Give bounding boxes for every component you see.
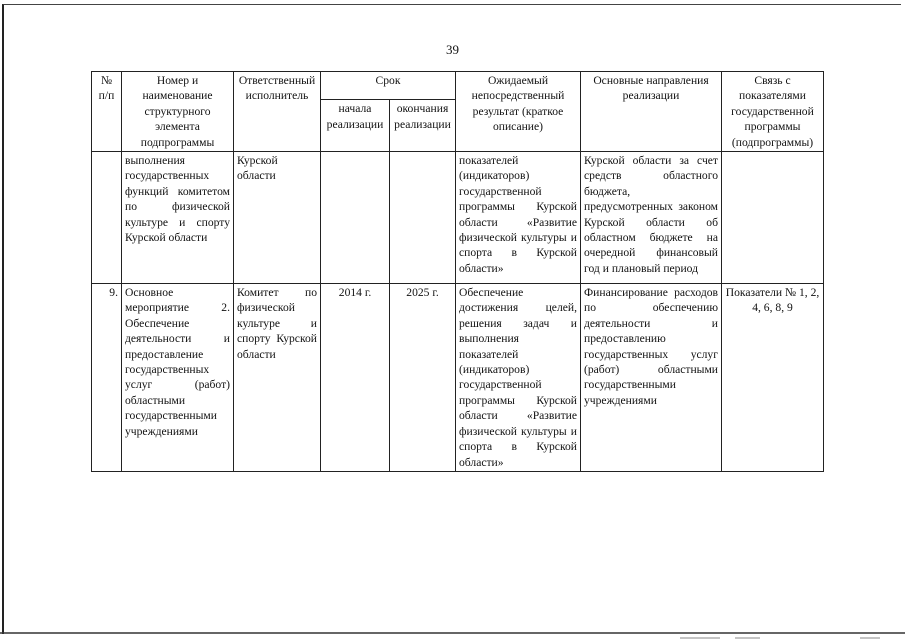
table-row — [92, 152, 824, 284]
header-start: начала реализации — [321, 100, 390, 152]
row-responsible: Комитет по физической культуре и спорту Курской области — [234, 284, 321, 472]
header-responsible: Ответственный исполнитель — [234, 72, 321, 152]
row-responsible: Курской области — [234, 152, 321, 284]
scan-artifact-lines — [0, 630, 905, 640]
header-num: № п/п — [92, 72, 122, 152]
header-link: Связь с показателями государственной программы (подпрограммы) — [722, 72, 824, 152]
row-num — [92, 152, 122, 284]
header-row-1 — [92, 72, 824, 100]
header-term: Срок — [321, 72, 456, 100]
row-result: показателей (индикаторов) государственной программы Курской области «Развитие физической культуры и спорта в Курской области» — [456, 152, 581, 284]
header-result: Ожидаемый непосредственный результат (краткое описание) — [456, 72, 581, 152]
row-name: выполнения государственных функций комитетом по физической культуре и спорту Курской области — [122, 152, 234, 284]
table-row — [92, 284, 824, 472]
program-table — [91, 71, 824, 472]
header-name: Номер и наименование структурного элемента подпрограммы — [122, 72, 234, 152]
row-link — [722, 152, 824, 284]
header-end: окончания реализации — [390, 100, 456, 152]
row-end: 2025 г. — [390, 284, 456, 472]
page-number: 39 — [446, 42, 459, 57]
row-direction: Финансирование расходов по обеспечению деятельности и предоставлению государственных услуг (работ) областными государственными учреждениями — [581, 284, 722, 472]
row-result: Обеспечение достижения целей, решения задач и выполнения показателей (индикаторов) государственной программы Курской области «Развитие физической культуры и спорта в Курской области» — [456, 284, 581, 472]
row-name: Основное мероприятие 2. Обеспечение деятельности и предоставление государственных услуг (работ) областными государственными учреждениями — [122, 284, 234, 472]
row-link: Показатели № 1, 2, 4, 6, 8, 9 — [722, 284, 824, 472]
row-start — [321, 152, 390, 284]
header-direction: Основные направления реализации — [581, 72, 722, 152]
row-end — [390, 152, 456, 284]
row-start: 2014 г. — [321, 284, 390, 472]
row-num: 9. — [92, 284, 122, 472]
row-direction: Курской области за счет средств областного бюджета, предусмотренных законом Курской области об областном бюджете на очередной финансовый год и плановый период — [581, 152, 722, 284]
